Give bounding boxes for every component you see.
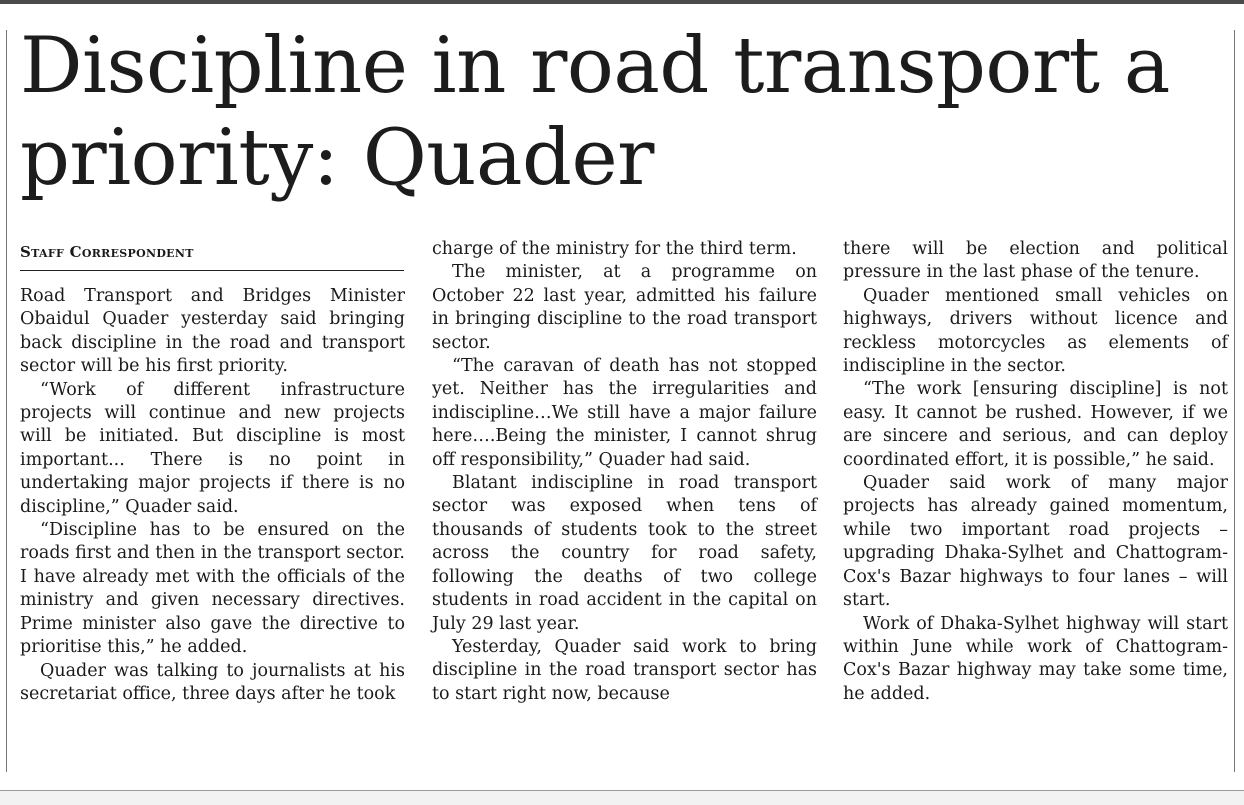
article-column-3 xyxy=(843,238,1228,706)
headline: Discipline in road transport a priority: Quader xyxy=(20,21,1170,203)
paragraph: “Work of different infrastructure projects will continue and new projects will be initiated. But discipline is most important... There is no point in undertaking major projects if there is no discipline,” Quader said. xyxy=(20,379,405,517)
paragraph: “The caravan of death has not stopped yet. Neither has the irregularities and indiscipline…We still have a major failure here….Being the minister, I cannot shrug off responsibility,” Quader had said. xyxy=(432,356,817,470)
paragraph: Blatant indiscipline in road transport sector was exposed when tens of thousands of students took to the street across the country for road safety, following the deaths of two college students in road accident in the capital on July 29 last year. xyxy=(432,473,817,634)
paragraph: Quader said work of many major projects has already gained momentum, while two important road projects – upgrading Dhaka-Sylhet and Chattogram-Cox's Bazar highways to four lanes – will start. xyxy=(843,473,1228,611)
byline: Staff Correspondent xyxy=(20,243,194,261)
article-column-1 xyxy=(20,285,405,706)
paragraph: Quader mentioned small vehicles on highways, drivers without licence and reckless motorcycles as elements of indiscipline in the sector. xyxy=(843,285,1228,377)
paragraph: Yesterday, Quader said work to bring discipline in the road transport sector has to start right now, because xyxy=(432,636,817,704)
paragraph: Work of Dhaka-Sylhet highway will start within June while work of Chattogram-Cox's Bazar highway may take some time, he added. xyxy=(843,613,1228,704)
paragraph-continued: charge of the ministry for the third term. xyxy=(432,239,797,259)
paragraph: The minister, at a programme on October 22 last year, admitted his failure in bringing discipline to the road transport sector. xyxy=(432,262,817,353)
article-column-2 xyxy=(432,238,817,706)
paragraph: Road Transport and Bridges Minister Obaidul Quader yesterday said bringing back discipline in the road and transport sector will be his first priority. xyxy=(20,286,405,377)
paragraph: “Discipline has to be ensured on the roads first and then in the transport sector. I have already met with the officials of the ministry and given necessary directives. Prime minister also gave the directive to prioritise this,” he added. xyxy=(20,520,405,658)
paragraph-continued: there will be election and political pressure in the last phase of the tenure. xyxy=(843,239,1228,283)
paragraph: “The work [ensuring discipline] is not easy. It cannot be rushed. However, if we are sincere and serious, and can deploy coordinated effort, it is possible,” he said. xyxy=(843,379,1228,470)
paragraph: Quader was talking to journalists at his secretariat office, three days after he took xyxy=(20,660,405,704)
right-border-rule xyxy=(1234,30,1235,772)
byline-rule xyxy=(20,270,404,271)
top-border-rule xyxy=(0,0,1244,4)
bottom-margin-band xyxy=(0,790,1244,805)
left-border-rule xyxy=(6,30,7,772)
